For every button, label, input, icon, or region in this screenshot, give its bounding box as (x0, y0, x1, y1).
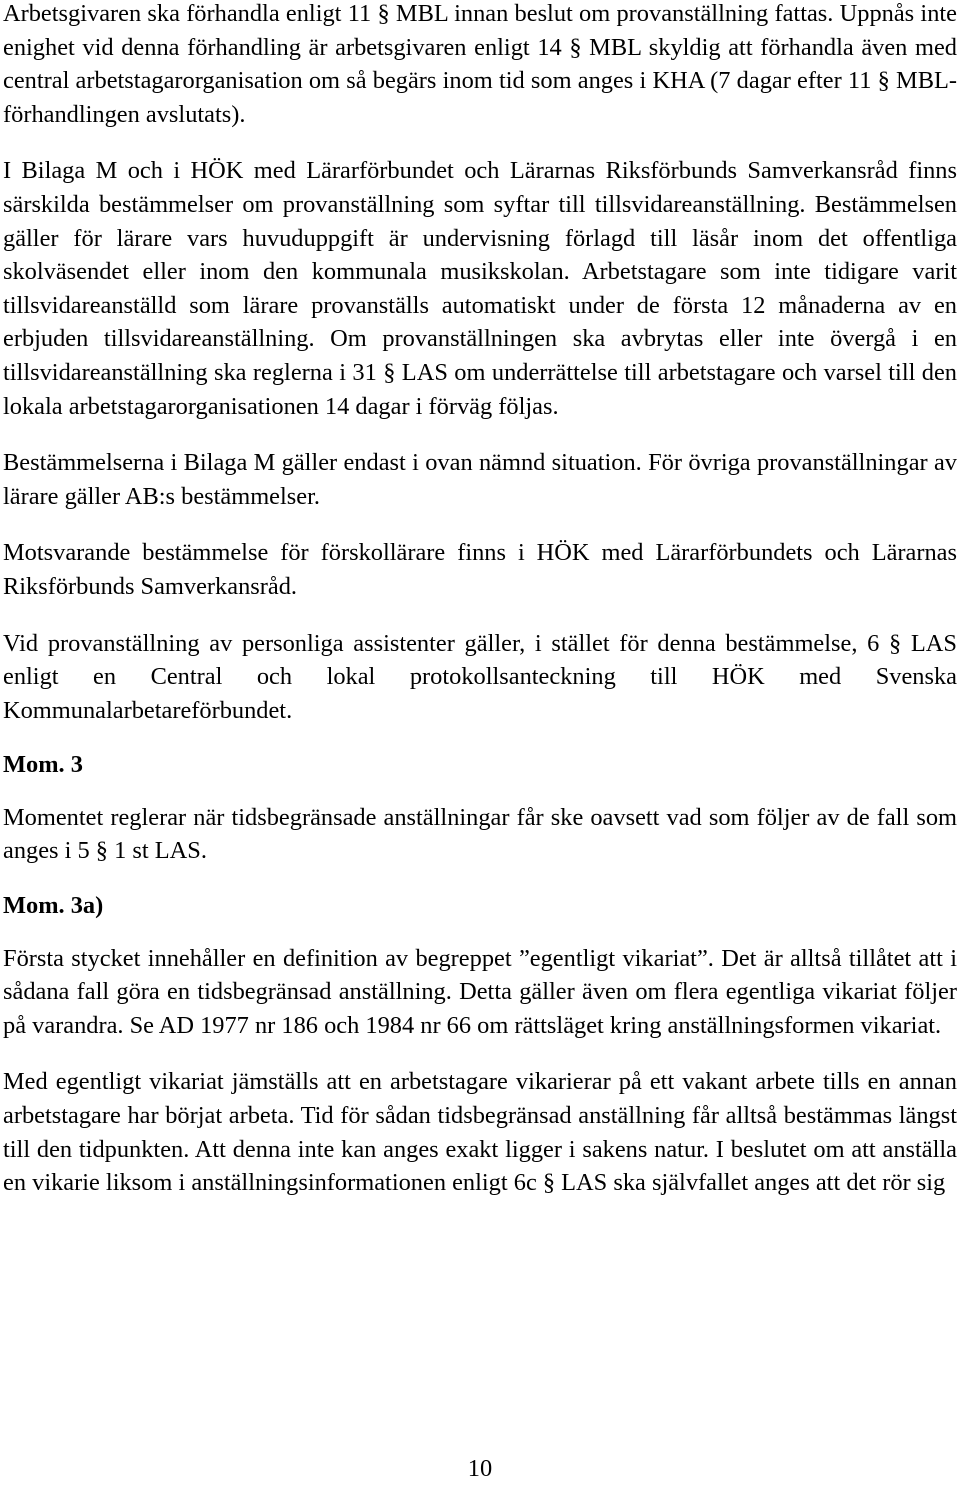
page-number: 10 (467, 1455, 493, 1482)
paragraph-bilaga-m: I Bilaga M och i HÖK med Lärarförbundet och Lärarnas Riksförbunds Samverkansråd finns särskilda bestämmelser om provanställning som syftar till tillsvidareanställning. Bestämmelsen gäller för lärare vars huvuduppgift är undervisning förlagd till läsår inom det offentliga skolväsendet eller inom den kommunala musikskolan. Arbetstagare som inte tidigare varit tillsvidareanställd som lärare provanställs automatiskt under de första 12 månaderna av en erbjuden tillsvidareanställning. Om provanställningen ska avbrytas eller inte övergå i en tillsvidareanställning ska reglerna i 31 § LAS om underrättelse till arbetstagare och varsel till den lokala arbetstagarorganisationen 14 dagar i förväg följas. (3, 157, 957, 420)
paragraph-egentligt-vikariat: Första stycket innehåller en definition av begreppet ”egentligt vikariat”. Det är alltså tillåtet att i sådana fall göra en tidsbegränsad anställning. Detta gäller även om flera egentliga vikariat följer på varandra. Se AD 1977 nr 186 och 1984 nr 66 om rättsläget kring anställningsformen vikariat. (3, 944, 957, 1039)
paragraph-vakant-arbete: Med egentligt vikariat jämställs att en arbetstagare vikarierar på ett vakant arbete tills en annan arbetstagare har börjat arbeta. Tid för sådan tidsbegränsad anställning får alltså bestämmas längst till den tidpunkten. Att denna inte kan anges exakt ligger i sakens natur. I beslutet om att anställa en vikarie liksom i anställningsinformationen enligt 6c § LAS ska självfallet anges att det rör sig (3, 1068, 957, 1197)
paragraph-personliga-assistenter: Vid provanställning av personliga assistenter gäller, i stället för denna bestämmelse, 6 § LAS enligt en Central och lokal protokollsanteckning till HÖK med Svenska Kommunalarbetareförbundet. (3, 629, 957, 724)
paragraph-bilaga-m-scope: Bestämmelserna i Bilaga M gäller endast i ovan nämnd situation. För övriga provanställningar av lärare gäller AB:s bestämmelser. (3, 449, 957, 510)
paragraph-mbl-negotiation: Arbetsgivaren ska förhandla enligt 11 § MBL innan beslut om provanställning fattas. Uppnås inte enighet vid denna förhandling är arbetsgivaren enligt 14 § MBL skyldig att förhandla även med central arbetstagarorganisation om så begärs inom tid som anges i KHA (7 dagar efter 11 § MBL-förhandlingen avslutats). (3, 0, 957, 128)
paragraph-mom-3: Momentet reglerar när tidsbegränsade anställningar får ske oavsett vad som följer av de fall som anges i 5 § 1 st LAS. (3, 803, 957, 865)
heading-mom-3: Mom. 3 (3, 751, 83, 779)
page-body (3, 0, 957, 1200)
heading-mom-3a: Mom. 3a) (3, 892, 104, 920)
paragraph-forskollarare: Motsvarande bestämmelse för förskollärare finns i HÖK med Lärarförbundets och Lärarnas Riksförbunds Samverkansråd. (3, 539, 957, 600)
